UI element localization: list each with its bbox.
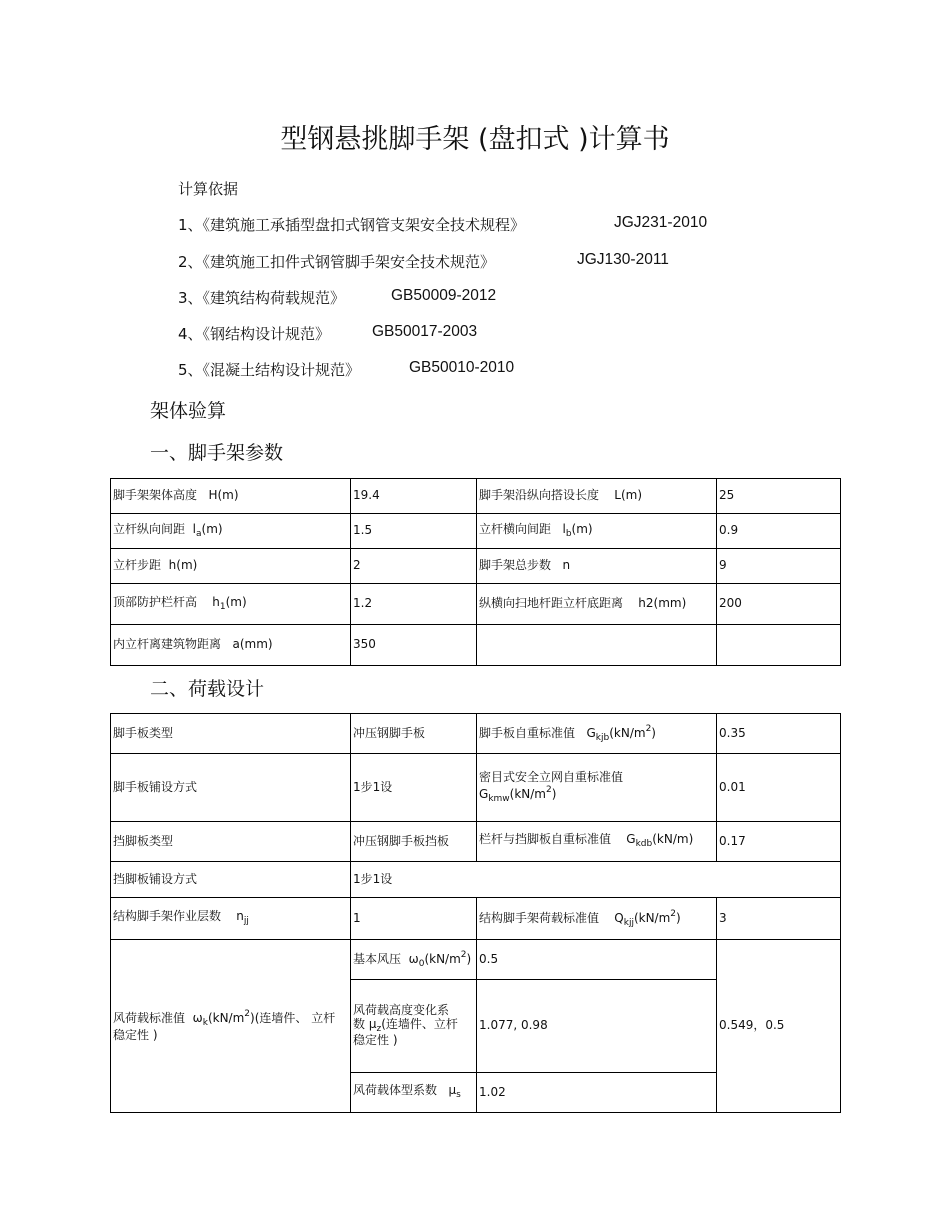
reference-item bbox=[178, 323, 478, 344]
param-value: 0.01 bbox=[717, 754, 841, 822]
param-value: 1步1设 bbox=[351, 862, 841, 898]
reference-item bbox=[178, 251, 669, 272]
param-value bbox=[717, 625, 841, 666]
param-value: 0.9 bbox=[717, 514, 841, 549]
ref-number: 3、 bbox=[178, 289, 203, 307]
param-label: 脚手架沿纵向搭设长度 L(m) bbox=[477, 479, 717, 514]
ref-number: 1、 bbox=[178, 216, 203, 234]
table-row bbox=[111, 549, 841, 584]
param-label: 脚手架架体高度 H(m) bbox=[111, 479, 351, 514]
table-row bbox=[111, 479, 841, 514]
param-value: 19.4 bbox=[351, 479, 477, 514]
reference-item bbox=[178, 214, 708, 235]
param-value: 25 bbox=[717, 479, 841, 514]
param-value: 1.2 bbox=[351, 584, 477, 625]
wind-load-total: 0.549，0.5 bbox=[717, 940, 841, 1113]
ref-code: JGJ231-2010 bbox=[614, 214, 708, 231]
param-value: 1.02 bbox=[477, 1073, 717, 1113]
table-row bbox=[111, 862, 841, 898]
reference-item bbox=[178, 287, 497, 308]
param-label: 脚手板类型 bbox=[111, 714, 351, 754]
param-value: 0.35 bbox=[717, 714, 841, 754]
ref-code: GB50010-2010 bbox=[409, 359, 515, 376]
param-label bbox=[477, 625, 717, 666]
param-label: 结构脚手架荷载标准值 $Q_{kjj}(kN/m^2)$ bbox=[477, 898, 717, 940]
param-value: 1 bbox=[351, 898, 477, 940]
frame-check-heading: 架体验算 bbox=[150, 400, 227, 422]
param-value: 冲压钢脚手板挡板 bbox=[351, 822, 477, 862]
table-row bbox=[111, 514, 841, 549]
table-row bbox=[111, 940, 841, 980]
param-label: 纵横向扫地杆距立杆底距离 h2(mm) bbox=[477, 584, 717, 625]
param-value: 350 bbox=[351, 625, 477, 666]
ref-number: 2、 bbox=[178, 253, 203, 271]
document-title: 型钢悬挑脚手架 (盘扣式 )计算书 bbox=[280, 124, 670, 155]
param-label: 结构脚手架作业层数 $n_{jj}$ bbox=[111, 898, 351, 940]
ref-name: 《建筑结构荷载规范》 bbox=[202, 289, 346, 307]
ref-code: GB50009-2012 bbox=[391, 287, 497, 304]
param-label: 顶部防护栏杆高 $h_1(m)$ bbox=[111, 584, 351, 625]
param-value: 200 bbox=[717, 584, 841, 625]
param-value: 1.077, 0.98 bbox=[477, 980, 717, 1073]
ref-number: 4、 bbox=[178, 325, 203, 343]
param-label: 栏杆与挡脚板自重标准值 $G_{kdb}(kN/m)$ bbox=[477, 822, 717, 862]
scaffold-params-table bbox=[110, 478, 841, 666]
param-label: 脚手架总步数 n bbox=[477, 549, 717, 584]
param-label: 基本风压 $\omega_0(kN/m^2)$ bbox=[351, 940, 477, 980]
param-value: 9 bbox=[717, 549, 841, 584]
table-row bbox=[111, 898, 841, 940]
param-value: 2 bbox=[351, 549, 477, 584]
section1-heading: 一、脚手架参数 bbox=[150, 442, 284, 464]
reference-item bbox=[178, 359, 515, 380]
ref-name: 《钢结构设计规范》 bbox=[202, 325, 331, 343]
param-label: 立杆横向间距 $l_b(m)$ bbox=[477, 514, 717, 549]
table-row bbox=[111, 584, 841, 625]
table-row bbox=[111, 714, 841, 754]
param-label: 风荷载高度变化系 数 $\mu_z$(连墙件、立杆 稳定性 ) bbox=[351, 980, 477, 1073]
ref-name: 《混凝土结构设计规范》 bbox=[202, 361, 361, 379]
section2-heading: 二、荷载设计 bbox=[150, 678, 265, 700]
ref-name: 《建筑施工扣件式钢管脚手架安全技术规范》 bbox=[202, 253, 496, 271]
param-label: 挡脚板铺设方式 bbox=[111, 862, 351, 898]
param-value: 0.5 bbox=[477, 940, 717, 980]
param-value: 1步1设 bbox=[351, 754, 477, 822]
basis-heading: 计算依据 bbox=[178, 180, 239, 198]
param-value: 3 bbox=[717, 898, 841, 940]
load-design-table bbox=[110, 713, 841, 1113]
table-row bbox=[111, 822, 841, 862]
param-label: 内立杆离建筑物距离 a(mm) bbox=[111, 625, 351, 666]
ref-code: JGJ130-2011 bbox=[577, 251, 669, 268]
param-label: 脚手板自重标准值 $G_{kjb}(kN/m^2)$ bbox=[477, 714, 717, 754]
param-label: 脚手板铺设方式 bbox=[111, 754, 351, 822]
param-label: 挡脚板类型 bbox=[111, 822, 351, 862]
ref-code: GB50017-2003 bbox=[372, 323, 478, 340]
param-value: 1.5 bbox=[351, 514, 477, 549]
ref-number: 5、 bbox=[178, 361, 203, 379]
param-value: 冲压钢脚手板 bbox=[351, 714, 477, 754]
param-label: 立杆步距 h(m) bbox=[111, 549, 351, 584]
param-label: 风荷载体型系数 $\mu_s$ bbox=[351, 1073, 477, 1113]
wind-load-label: 风荷载标准值 $\omega_k(kN/m^2)$(连墙件、 立杆 稳定性 ) bbox=[111, 940, 351, 1113]
table-row bbox=[111, 754, 841, 822]
param-label: 立杆纵向间距 $l_a(m)$ bbox=[111, 514, 351, 549]
table-row bbox=[111, 625, 841, 666]
ref-name: 《建筑施工承插型盘扣式钢管支架安全技术规程》 bbox=[202, 216, 526, 234]
param-label: 密目式安全立网自重标准值 $G_{kmw}(kN/m^2)$ bbox=[477, 754, 717, 822]
param-value: 0.17 bbox=[717, 822, 841, 862]
